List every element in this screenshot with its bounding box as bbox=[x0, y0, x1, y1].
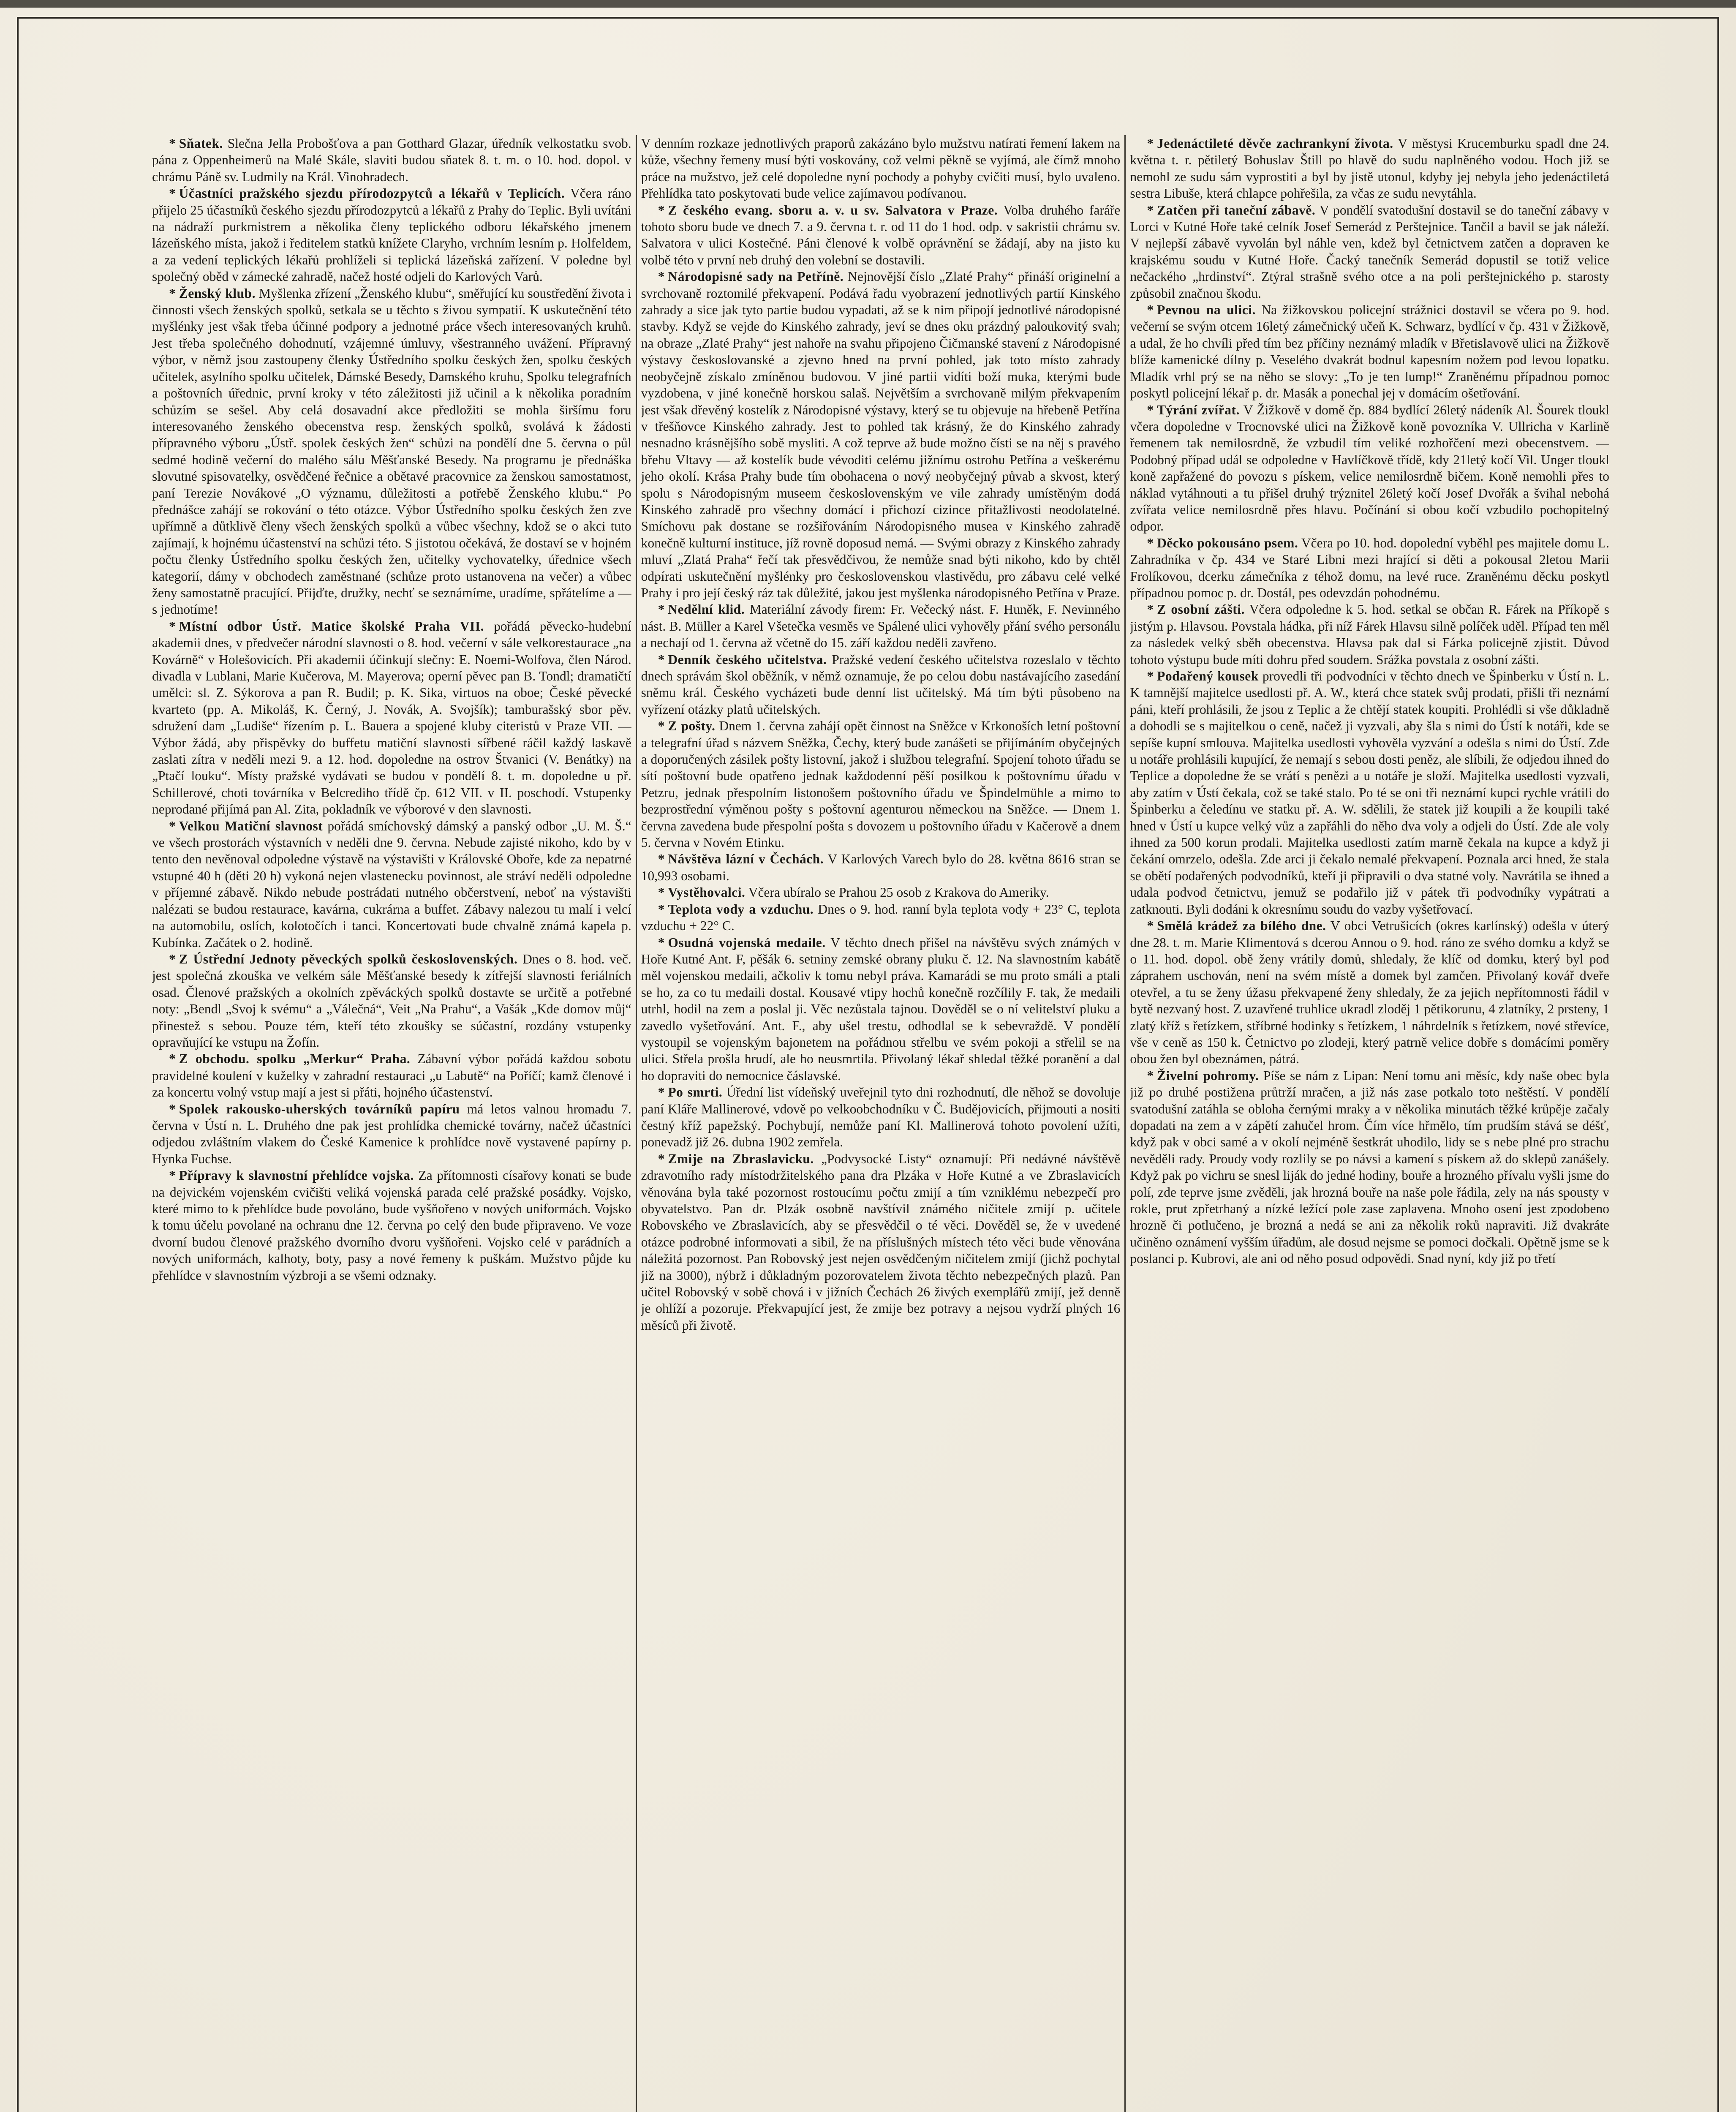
news-body: Materiální závody firem: Fr. Večecký nást. F. Huněk, F. Nevinného nást. B. Müller a Karel Všetečka vesměs ve Spálené ulici vyhověly přání svého personálu a nechají od 1. června až včetně do 15. září každou neděli zavřeno. bbox=[641, 602, 1121, 650]
news-item bbox=[641, 901, 1121, 934]
news-item bbox=[152, 1101, 631, 1168]
news-paragraph bbox=[152, 135, 631, 185]
news-headline: Po smrti. bbox=[668, 1085, 723, 1100]
asterisk-mark: * bbox=[658, 935, 665, 950]
column-middle bbox=[641, 135, 1121, 2112]
asterisk-mark: * bbox=[1147, 402, 1154, 417]
news-item bbox=[1130, 402, 1609, 535]
asterisk-mark: * bbox=[658, 885, 665, 900]
news-body: V městysi Krucemburku spadl dne 24. května t. r. pětiletý Bohuslav Štill po hlavě do sudu naplněného vodou. Hoch již se nemohl ze sudu sám vyprostiti a byl by jistě utonul, kdyby jej nebyla jeho jedenáctiletá sestra Libuše, která chlapce pohřešila, za včas ze sudu nevytáhla. bbox=[1130, 136, 1610, 201]
asterisk-mark: * bbox=[658, 602, 665, 617]
news-item bbox=[1130, 535, 1609, 601]
news-item bbox=[641, 268, 1121, 601]
news-headline: Osudná vojenská medaile. bbox=[668, 935, 826, 950]
news-item bbox=[1130, 202, 1609, 302]
news-item bbox=[152, 185, 631, 285]
news-paragraph bbox=[152, 1051, 631, 1100]
news-body: V denním rozkaze jednotlivých praporů zakázáno bylo mužstvu natírati řemení lakem na kůže, všechny řemeny musí býti voskovány, což velmi pěkně se vyjímá, ale čímž mnoho práce na mužstvo, jež celé dopoledne nyní pochody a pohyby cvičiti musí, bylo uvaleno. Přehlídka tato poskytovati bude velice zajímavou podívanou. bbox=[641, 136, 1121, 201]
news-body: Píše se nám z Lipan: Není tomu ani měsíc, kdy naše obec byla již po druhé postižena průtrží mračen, a již nás zase potkalo toto neštěstí. V pondělí svatodušní zatáhla se obloha černými mraky a v několika minutách těžké krůpěje začaly dopadati na zem a v zápětí zahučel hrom. Čím více hřmělo, tím prudším stává se déšť, když pak v obci samé a v okolí nejméně šestkrát uhodilo, lidy se s nebe plné pro strachu nevěděli rady. Proudy vody rozlily se po návsi a kamení s pískem až do sklepů zanášely. Když pak po vichru se snesl liják do jedné hodiny, bouře a hrozného přívalu vyšli jsme do polí, zde teprve jsme zvěděli, jak hrozná bouře na naše pole řádila, zely na nás spousty v rokle, prut zpřetrhaný a nízké ležící pole zase zaplavena. Mnoho osení jest zpodobeno hrozně či potlučeno, je brozná a nedá se ani za několik roků napraviti. Již dvakráte učiněno oznámení vyšším úřadům, ale dosud nejsme se pomoci dočkali. Opětně jsme se k poslanci p. Kubrovi, ale ani od něho posud odpovědi. Snad nyní, kdy již po třetí bbox=[1130, 1068, 1610, 1266]
news-item bbox=[641, 1084, 1121, 1151]
news-item bbox=[1130, 668, 1609, 917]
news-body: V obci Vetrušicích (okres karlínský) odešla v úterý dne 28. t. m. Marie Klimentová s dcerou Annou o 9. hod. ráno ze svého domku a když se o 11. hod. dopol. obě ženy vrátily domů, shledaly, že klíč od domku, který byl pod záprahem uschován, není na svém místě a domek byl zamčen. Přivolaný kovář dveře otevřel, a tu se ženy úžasu překvapené ženy shledaly, že za jejich nepřítomnosti řádil v bytě nezvaný host. Z uzavřené truhlice ukradl zloděj 1 pětikorunu, 4 zlatníky, 2 prsteny, 1 zlatý kříž s řetízkem, stříbrné hodinky s řetízkem, 1 náhrdelník s řetízkem, nové střevíce, vše v ceně as 150 k. Četnictvo po zlodeji, který patrně velice dobře s domácími poměry obou žen byl obeznámen, pátrá. bbox=[1130, 918, 1610, 1067]
news-body: Myšlenka zřízení „Ženského klubu“, směřující ku soustředění života i činnosti všech ženských spolků, setkala se u těchto s živou sympatií. K uskutečnění této myšlénky jest však třeba účinné podpory a jednotné práce všech interesovaných kruhů. Jest třeba společného dohodnutí, vzájemné úmluvy, všestranného uvážení. Přípravný výbor, v němž jsou zastoupeny členky Ústředního spolku českých žen, spolku českých učitelek, asylního spolku učitelek, Dámské Besedy, Damského kruhu, Spolku telegrafních a poštovních úřednic, první kroky v této záležitosti již učinil a k několika poradním schůzím se sešel. Aby celá dosavadní akce předložiti se mohla širšímu foru interesovaného ženského obecenstva resp. ženských spolků, svolává k žádosti přípravného výboru „Ústř. spolek českých žen“ schůzi na pondělí dne 5. června o půl sedmé hodině večerní do malého sálu Měšťanské Besedy. Na programu je přednáška slovutné spisovatelky, osvědčené řečnice a obětavé pracovnice za ženskou samostatnost, paní Terezie Novákové „O významu, důležitosti a potřebě Ženského klubu.“ Po přednášce zahájí se rokování o této otázce. Výbor Ústředního spolku českých žen zve upřímně a důtklivě členy všech ženských spolků a vůbec všechny, kdož se o akci tuto zajímají, k hojnému účastenství na schůzi této. S jistotou očekává, že dostaví se v hojném počtu členky Ústředního spolku českých žen, učitelky vychovatelky, úřednice všech kategorií, dámy v obchodech zaměstnané (schůze proto ustanovena na večer) a vůbec ženy samostatně pracující. Přijďte, družky, nechť se seznámíme, uradíme, spřátelíme a — s jednotíme! bbox=[152, 286, 631, 617]
news-headline: Z pošty. bbox=[668, 719, 716, 734]
news-paragraph bbox=[152, 1101, 631, 1168]
news-body: Za přítomnosti císařovy konati se bude na dejvickém vojenském cvičišti veliká vojenská parada celé pražské posádky. Vojsko, které mimo to k přehlídce bude povoláno, bude vyšňořeno v nových uniformách. Vojsko k tomu účelu povolané na ochranu dne 12. června po celý den bude připraveno. Ve voze dvorní budou členové pražského dvorního dvoru vyšňořeni. Vojsko celé v parádních a nových uniformách, kalhoty, boty, pasy a nové řemeny k puškám. Mužstvo půjde ku přehlídce v slavnostním výzbroji a se všemi odznaky. bbox=[152, 1168, 631, 1283]
news-item bbox=[152, 818, 631, 951]
news-paragraph bbox=[641, 901, 1121, 934]
news-paragraph bbox=[1130, 601, 1609, 668]
news-item bbox=[152, 1167, 631, 1284]
news-item bbox=[641, 651, 1121, 718]
columns-container bbox=[152, 135, 1609, 2112]
asterisk-mark: * bbox=[658, 652, 665, 667]
news-item bbox=[641, 202, 1121, 269]
news-item bbox=[152, 951, 631, 1051]
news-paragraph bbox=[1130, 1067, 1609, 1267]
news-body: pořádá smíchovský dámský a panský odbor „U. M. Š.“ ve všech prostorách výstavních v neděli dne 9. června. Nebude zajisté nikoho, kdo by v tento den nevěnoval odpoledne výstavě na výstavišti v Královské Oboře, kde za nepatrné vstupné 40 h (děti 20 h) vykoná nejen vlastenecku povinnost, ale stráví neděli odpoledne v příjemné zábavě. Nikdo nebude postrádati nutného občerstvení, neboť na výstavišti nalézati se budou restaurace, kavárna, cukrárna a buffet. Zábavy nalezou tu malí i velcí na automobilu, oslích, kolotočích i tanci. Koncertovati bude chvalně známá kapela p. Kubínka. Začátek o 2. hodině. bbox=[152, 818, 631, 950]
asterisk-mark: * bbox=[169, 951, 176, 966]
news-body: Včera odpoledne k 5. hod. setkal se občan R. Fárek na Příkopě s jistým p. Hlavsou. Povstala hádka, při níž Fárek Hlavsu silně políček uděl. Případ ten měl za následek velký sběh obecenstva. Hlavsa pak dal si Fárka policejně zjistit. Důvod tohoto výstupu bude míti dohru před soudem. Srážka povstala z osobní zášti. bbox=[1130, 602, 1610, 667]
news-body: Zábavní výbor pořádá každou sobotu pravidelné koulení v kuželky v zahradní restauraci „u Labutě“ na Poříčí; kamž členové i za koncertu volný vstup mají a jest si přáti, hojného účastenství. bbox=[152, 1051, 631, 1100]
news-headline: Ženský klub. bbox=[179, 286, 256, 301]
news-headline: Zmije na Zbraslavicku. bbox=[668, 1151, 814, 1166]
news-item bbox=[152, 618, 631, 818]
news-paragraph bbox=[641, 601, 1121, 651]
asterisk-mark: * bbox=[658, 901, 665, 917]
asterisk-mark: * bbox=[658, 1151, 665, 1166]
news-body: V Žižkově v domě čp. 884 bydlící 26letý nádeník Al. Šourek tloukl včera dopoledne v Trocnovské ulici na Žižkově koně povozníka V. Ullricha v Karlině řemenem tak nemilosrdně, že vzbudil tím veliké rozhořčení mezi obecenstvem. — Podobný případ udál se odpoledne v Havlíčkově třídě, kdy 21letý kočí Vil. Unger tloukl koně zapřažené do povozu s pískem, velice nemilosrdně bičem. Koně nemohli přes to náklad vytáhnouti a tu přišel druhý trýznitel 26letý kočí Josef Dvořák a švihal nebohá zvířata velice nemilosrdně přes hlavu. Počínání si obou kočí vzbudilo pochopitelný odpor. bbox=[1130, 402, 1610, 534]
news-item bbox=[152, 285, 631, 618]
news-paragraph bbox=[152, 1167, 631, 1284]
news-item bbox=[641, 1151, 1121, 1334]
news-body: Dnem 1. června zahájí opět činnost na Sněžce v Krkonoších letní poštovní a telegrafní úřad s názvem Sněžka, Čechy, který bude zanášeti se přijímáním obyčejných a doporučených zásilek pošty listovní, jakož i službou telegrafní. Spojení tohoto úřadu se sítí poštovní bude opatřeno jednak každodenní pěší posilkou k poštovnímu úřadu v Petzru, jednak přespolním listonošem poštovního úřadu ve Špindelmühle a mimo to bezprostřední výměnou pošty s poštovní agenturou německou na Sněžce. — Dnem 1. června zavedena bude přespolní pošta s dovozem u poštovního úřadu v Kačerově a dnem 5. června v Novém Etinku. bbox=[641, 719, 1121, 850]
news-headline: Nedělní klid. bbox=[668, 602, 745, 617]
news-headline: Z českého evang. sboru a. v. u sv. Salvatora v Praze. bbox=[668, 202, 998, 218]
news-headline: Teplota vody a vzduchu. bbox=[668, 901, 814, 917]
asterisk-mark: * bbox=[1147, 202, 1154, 218]
news-item bbox=[152, 1051, 631, 1100]
news-headline: Z obchodu. spolku „Merkur“ Praha. bbox=[179, 1051, 411, 1067]
news-paragraph bbox=[152, 285, 631, 618]
asterisk-mark: * bbox=[658, 1085, 665, 1100]
news-headline: Děcko pokousáno psem. bbox=[1157, 535, 1298, 550]
news-body: V Karlových Varech bylo do 28. května 8616 stran se 10,993 osobami. bbox=[641, 852, 1121, 883]
asterisk-mark: * bbox=[169, 1168, 176, 1183]
news-headline: Živelní pohromy. bbox=[1157, 1068, 1259, 1083]
asterisk-mark: * bbox=[1147, 1068, 1154, 1083]
news-paragraph bbox=[641, 202, 1121, 269]
asterisk-mark: * bbox=[1147, 918, 1154, 934]
asterisk-mark: * bbox=[169, 618, 176, 634]
news-headline: Přípravy k slavnostní přehlídce vojska. bbox=[179, 1168, 414, 1183]
asterisk-mark: * bbox=[169, 1051, 176, 1067]
news-headline: Smělá krádež za bílého dne. bbox=[1157, 918, 1326, 934]
news-paragraph bbox=[152, 618, 631, 818]
news-paragraph bbox=[641, 1084, 1121, 1151]
news-paragraph bbox=[641, 135, 1121, 202]
news-item bbox=[641, 135, 1121, 202]
news-headline: Pevnou na ulici. bbox=[1157, 302, 1256, 318]
news-headline: Týrání zvířat. bbox=[1157, 402, 1240, 417]
asterisk-mark: * bbox=[1147, 669, 1154, 683]
column-left bbox=[152, 135, 631, 2112]
news-paragraph bbox=[641, 851, 1121, 884]
news-item bbox=[641, 601, 1121, 651]
asterisk-mark: * bbox=[1147, 535, 1154, 550]
news-paragraph bbox=[152, 818, 631, 951]
news-body: Na žižkovskou policejní strážnici dostavil se včera po 9. hod. večerní se svým otcem 16letý zámečnický učeň K. Schwarz, bydlící v čp. 431 v Žižkově, a udal, že ho chvíli před tím bez příčiny neznámý mladík v Břetislavově ulici na Žižkově blíže kamenické dílny p. Veselého dvakrát bodnul kapesním nožem pod levou lopatku. Mladík vrhl prý se na něho se slovy: „To je ten lump!“ Zraněnému případnou pomoc poskytl policejní lékař p. dr. Masák a ponechal jej v domácím ošetřování. bbox=[1130, 302, 1610, 401]
news-paragraph bbox=[1130, 535, 1609, 601]
top-edge-bar bbox=[0, 0, 1736, 8]
asterisk-mark: * bbox=[1147, 602, 1154, 617]
asterisk-mark: * bbox=[1147, 136, 1154, 151]
news-headline: Zatčen při taneční zábavě. bbox=[1157, 202, 1316, 218]
news-paragraph bbox=[641, 1151, 1121, 1334]
news-body: má letos valnou hromadu 7. června v Ústí n. L. Druhého dne pak jest prohlídka chemické továrny, načež účastníci odjedou zvláštním vlakem do České Kamenice k prohlídce nově vystavené papírny p. Hynka Fuchse. bbox=[152, 1101, 631, 1166]
news-headline: Sňatek. bbox=[179, 136, 223, 151]
news-headline: Z Ústřední Jednoty pěveckých spolků československých. bbox=[179, 951, 518, 966]
asterisk-mark: * bbox=[169, 1101, 176, 1116]
news-paragraph bbox=[641, 651, 1121, 718]
news-paragraph bbox=[152, 951, 631, 1051]
news-body: Dnes o 8. hod. več. jest společná zkouška ve velkém sále Měšťanské besedy k zítřejší slavnosti feriálních osad. Členové pražských a okolních zpěváckých spolků dostavte se určitě a potřebné noty: „Bendl „Svoj k svému“ a „Válečná“, Veit „Na Prahu“, a Vašák „Kde domov můj“ přinestež s sebou. Pouze tém, kteří této zkoušky se súčastní, rozdány vstupenky opravňující ke vstupu na Žofín. bbox=[152, 951, 631, 1050]
news-item bbox=[1130, 917, 1609, 1067]
news-paragraph bbox=[641, 718, 1121, 851]
news-paragraph bbox=[1130, 668, 1609, 917]
news-item bbox=[641, 884, 1121, 901]
news-paragraph bbox=[1130, 202, 1609, 302]
news-headline: Návštěva lázní v Čechách. bbox=[668, 852, 824, 867]
asterisk-mark: * bbox=[658, 852, 665, 867]
news-item bbox=[641, 851, 1121, 884]
news-paragraph bbox=[1130, 917, 1609, 1067]
news-headline: Podařený kousek bbox=[1157, 669, 1259, 683]
news-item bbox=[152, 135, 631, 185]
news-headline: Místní odbor Ústř. Matice školské Praha VII. bbox=[179, 618, 484, 634]
news-headline: Denník českého učitelstva. bbox=[668, 652, 827, 667]
news-paragraph bbox=[1130, 135, 1609, 202]
news-body: V těchto dnech přišel na návštěvu svých známých v Hoře Kutné Ant. F, pěšák 6. setniny zemské obrany pluku č. 12. Na slavnostním kabátě měl vojenskou medaili, ačkoliv k tomu nebyl práva. Kamarádi se mu proto smáli a ptali se ho, za co tu medaili dostal. Kousavé vtipy hochů konečně rozčílily F. tak, že medaili utrhl, hodil na zem a poslal ji. Věc nezůstala tajnou. Dověděl se o ní velitelství pluku a zavedlo vyšetřování. Ant. F., aby ušel trestu, odhodlal se k sebevraždě. V pondělí vystoupil se vojenským bajonetem na pořádnou střelbu ve svém pokoji a střelil se na ulici. Střela prošla hrudí, ale ho neusmrtila. Přivolaný lékař shledal těžké poranění a dal ho dopraviti do nemocnice čáslavské. bbox=[641, 935, 1121, 1083]
news-headline: Jedenáctileté děvče zachrankyní života. bbox=[1157, 136, 1393, 151]
news-body: V pondělí svatodušní dostavil se do taneční zábavy v Lorci v Kutné Hoře také celník Josef Semerád z Perštejnice. Tančil a bavil se jak náleží. V nejlepší zábavě vyvolán byl náhle ven, kdež byl četnictvem zatčen a dopraven ke krajskému soudu v Kutné Hoře. Čacký tanečník Semerád dopustil se totiž velice nečackého „hrdinství“. Ztýral strašně svého otce a na poli perštejnického p. starosty způsobil značnou škodu. bbox=[1130, 202, 1610, 301]
news-body: Pražské vedení českého učitelstva rozeslalo v těchto dnech správám škol oběžník, v němž oznamuje, že po celou dobu nastávajícího zasedání sněmu král. Českého vycházeti bude denní list učitelský. Má tím býti působeno na vyřízení otázky platů učitelských. bbox=[641, 652, 1121, 717]
news-body: Volba druhého faráře tohoto sboru bude ve dnech 7. a 9. června t. r. od 11 do 1 hod. odp. v sakristii chrámu sv. Salvatora v ulici Kostečné. Páni členové k volbě oprávnění se žádají, aby na jisto ku volbě této v první neb druhý den volební se dostavili. bbox=[641, 202, 1121, 267]
news-item bbox=[1130, 601, 1609, 668]
asterisk-mark: * bbox=[169, 818, 176, 833]
news-item bbox=[641, 718, 1121, 851]
news-body: Slečna Jella Probošťova a pan Gotthard Glazar, úředník velkostatku svob. pána z Oppenheimerů na Malé Skále, slaviti budou sňatek 8. t. m. o 10. hod. dopol. v chrámu Páně sv. Ludmily na Král. Vinohradech. bbox=[152, 136, 631, 184]
news-body: Včera ubíralo se Prahou 25 osob z Krakova do Ameriky. bbox=[748, 885, 1049, 900]
news-item bbox=[1130, 1067, 1609, 1267]
news-body: pořádá pěvecko-hudební akademii dnes, v předvečer národní slavnosti o 8. hod. večerní v sále velkorestaurace „na Kovárně“ v Holešovicích. Při akademii účinkují slečny: E. Noemi-Wolfova, člen Národ. divadla v Lublani, Marie Kučerova, M. Mayerova; operní pěvec pan B. Tondl; dramatičtí umělci: sl. Z. Sýkorova a pan R. Budil; p. K. Sika, virtuos na oboe; České pěvecké kvarteto (pp. A. Mikoláš, K. Černý, J. Novák, A. Svojšík); tamburašský sbor pěv. sdružení dam „Ludiše“ řízením p. L. Bauera a spojené kluby citeristů v Praze VII. — Výbor žádá, aby přispěvky do buffetu matiční slavnosti sířbené ráčil každý laskavě zaslati zítra v neděli mezi 9. a 12. hod. dopoledne na ostrov Štvanici (V. Benátky) na „Ptačí louku“. Místy pražské vydávati se budou v pondělí 8. t. m. dopoledne u př. Schillerové, choti továrníka v Belcrediho třídě čp. 612 VII. v II. poschodí. Vstupenky neprodané přijímá pan Al. Zita, pokladník ve výborové v den slavnosti. bbox=[152, 618, 631, 817]
news-headline: Národopisné sady na Petříně. bbox=[668, 269, 844, 284]
news-item bbox=[1130, 135, 1609, 202]
news-paragraph bbox=[641, 268, 1121, 601]
asterisk-mark: * bbox=[658, 719, 665, 734]
news-paragraph bbox=[641, 934, 1121, 1084]
asterisk-mark: * bbox=[1147, 302, 1154, 318]
news-body: provedli tři podvodníci v těchto dnech ve Špinberku v Ústí n. L. K tamnější majitelce usedlosti př. A. W., která chce statek svůj prodati, přišli tři neznámí páni, kteří prohlásili, že jsou z Teplic a že chtějí statek koupiti. Prohlédli si vše důkladně a dohodli se s majitelkou o ceně, načež ji vyzvali, aby šla s nimi do Ústí k notáři, kde se sepíše kupní smlouva. Majitelka usedlosti vyhověla vyzvání a odešla s nimi do Ústí. Zde u notáře prohlásili kupující, že nemají s sebou dosti peněz, ale slíbili, že odjedou ihned do Teplice a dopoledne že se vrátí s penězi a u notáře je složí. Majitelka usedlosti vyzvali, aby zatím v Ústí čekala, což se také stalo. Po té se oni tři neznámí kupci rychle vrátili do Špinberku a čeledínu ve statku př. A. W. sdělili, že statek již koupili a že koupili také hned v Ústí u kupce velký vůz a zapřáhli do něho dva voly a odjeli do Ústí. Zde ale voly ihned za 500 korun prodali. Majitelka usedlosti zatím marně čekala na kupce a když ji čekání omrzelo, odešla. Zde arci ji čekalo nemalé překvapení. Poznala arci hned, že stala se obětí podařených podvodníků, kteří ji připravili o dva statné voly. Navrátila se ihned a udala podvod četnictvu, jemuž se podařilo již v pátek tři podvodníky vypátrati a zatknouti. Byli dodáni k okresnímu soudu do vazby vyšetřovací. bbox=[1130, 669, 1610, 917]
asterisk-mark: * bbox=[658, 202, 665, 218]
news-headline: Vystěhovalci. bbox=[668, 885, 746, 900]
news-body: Dnes o 9. hod. ranní byla teplota vody + 23° C, teplota vzduchu + 22° C. bbox=[641, 901, 1121, 934]
asterisk-mark: * bbox=[169, 136, 176, 151]
news-body: „Podvysocké Listy“ oznamují: Při nedávné návštěvě zdravotního rady místodržitelského pana dra Plzáka v Hoře Kutné a ve Zbraslavicích věnována byla také pozornost rostoucímu počtu zmijí a tím vzniklému nebezpečí pro obyvatelstvo. Pan dr. Plzák osobně navštívil známého ničitele zmijí p. učitele Robovského ve Zbraslavicích, aby se přesvědčil o té věci. Dověděl se, že v uvedené otázce podrobné informovati a sibil, že na příslušných místech této věci bude věnována náležitá pozornost. Pan Robovský jest nejen osvědčeným ničitelem zmijí (jichž pochytal již na 3000), nýbrž i důkladným pozorovatelem života těchto nebezpečných plazů. Pan učitel Robovský v sobě chová i v jižních Čechách 26 živých exemplářů zmijí, jež denně je ohlíží a pozoruje. Překvapující jest, že zmije bez potravy a nejsou vydrží plných 16 měsíců při životě. bbox=[641, 1151, 1121, 1333]
news-body: Včera po 10. hod. dopolední vyběhl pes majitele domu L. Zahradníka v čp. 434 ve Staré Libni mezi hrající si děti a pokousal 2letou Marii Frolíkovou, dcerku zámečníka z téhož domu, na levé ruce. Zraněnému děcku poskytl případnou pomoc p. dr. Dostál, pes odevzdán pohodnému. bbox=[1130, 535, 1610, 600]
news-body: Úřední list vídeňský uveřejnil tyto dni rozhodnutí, dle něhož se dovoluje paní Kláře Mallinerové, vdově po velkoobchodníku v Č. Budějovicích, přijmouti a nositi čestný kříž papežský. Pochybují, nemůže paní Kl. Mallinerová tohoto povolení užíti, ponevadž již 26. dubna 1902 zemřela. bbox=[641, 1085, 1121, 1150]
news-headline: Spolek rakousko-uherských továrníků papíru bbox=[179, 1101, 460, 1116]
column-rule-1 bbox=[636, 135, 637, 2112]
news-paragraph bbox=[1130, 402, 1609, 535]
news-paragraph bbox=[1130, 302, 1609, 401]
news-body: Nejnovější číslo „Zlaté Prahy“ přináší originelní a svrchovaně roztomilé překvapení. Podává řadu vyobrazení jednotlivých partií Kinského zahrady a sice jak tyto partie budou vypadati, až se k nim připojí jednotlivé národopisné stavby. Když se vejde do Kinského zahrady, jeví se dnes oku prázdný paloukovitý svah; na obraze „Zlaté Prahy“ jest nahoře na svahu připojeno Čičmanské stavení z Národopisné výstavy českoslovanské a zjevno hned na první pohled, jak toto místo zahrady neobyčejně získalo zmíněnou budovou. V jiné partii vidíti boží muka, kterými bude vyzdobena, v jiné konečně horskou salaš. Největším a svrchovaně milým překvapením jest však dřevěný kostelík z Národopisné výstavy, který se tu objevuje na hřebeně Petřína v třešňovce Kinského zahrady. Jest to pohled tak krásný, že do Kinského zahrady nesnadno krásnějšího sobě mysliti. A což teprve až bude možno čísti se na něj s pravého břehu Vltavy — až kostelík bude vévoditi celému jižnímu ostrohu Petřína a veškerému jeho okolí. Krása Prahy bude tím obohacena o nový neobyčejný půvab a skvost, který spolu s Národopisným museem československým ve vile zahrady umístěným dodá Kinského zahradě pro všechny domácí i přichozí cizince přitažlivosti neodolatelné. Smíchovu pak dostane se rozšiřováním Národopisného musea v Kinského zahradě konečně kulturní instituce, jíž rovně doposud nemá. — Svými obrazy z Kinského zahrady mluví „Zlatá Praha“ řečí tak přesvědčivou, že nemůže snad býti nikoho, kdo by chtěl odpírati uskutečnění myšlénky pro československou vlastivědu, pro zábavu celé velké Prahy i pro její český ráz tak důležité, jakou jest myšlenka národopisného Petřína v Praze. bbox=[641, 269, 1121, 600]
news-body: Včera ráno přijelo 25 účastníků českého sjezdu přírodozpytců a lékařů z Prahy do Teplic. Byli uvítáni na nádraží purkmistrem a několika členy teplického odboru lékařského jmenem lázeňského místa, jakož i ředitelem statků knížete Claryho, vrchním lesním p. Holfeldem, a za vedení teplických lékařů prohlíželi si teplická lázeňská zařízení. V poledne byl společný oběd v zámecké zahradě, načež hosté odjeli do Karlových Varů. bbox=[152, 186, 631, 284]
news-headline: Účastníci pražského sjezdu přírodozpytců a lékařů v Teplicích. bbox=[179, 186, 565, 201]
asterisk-mark: * bbox=[169, 286, 176, 301]
news-item bbox=[1130, 302, 1609, 401]
column-rule-2 bbox=[1124, 135, 1126, 2112]
news-item bbox=[641, 934, 1121, 1084]
news-paragraph bbox=[641, 884, 1121, 901]
news-headline: Z osobní zášti. bbox=[1157, 602, 1245, 617]
column-right bbox=[1130, 135, 1609, 2112]
asterisk-mark: * bbox=[658, 269, 665, 284]
news-headline: Velkou Matiční slavnost bbox=[179, 818, 323, 833]
news-paragraph bbox=[152, 185, 631, 285]
asterisk-mark: * bbox=[169, 186, 176, 201]
